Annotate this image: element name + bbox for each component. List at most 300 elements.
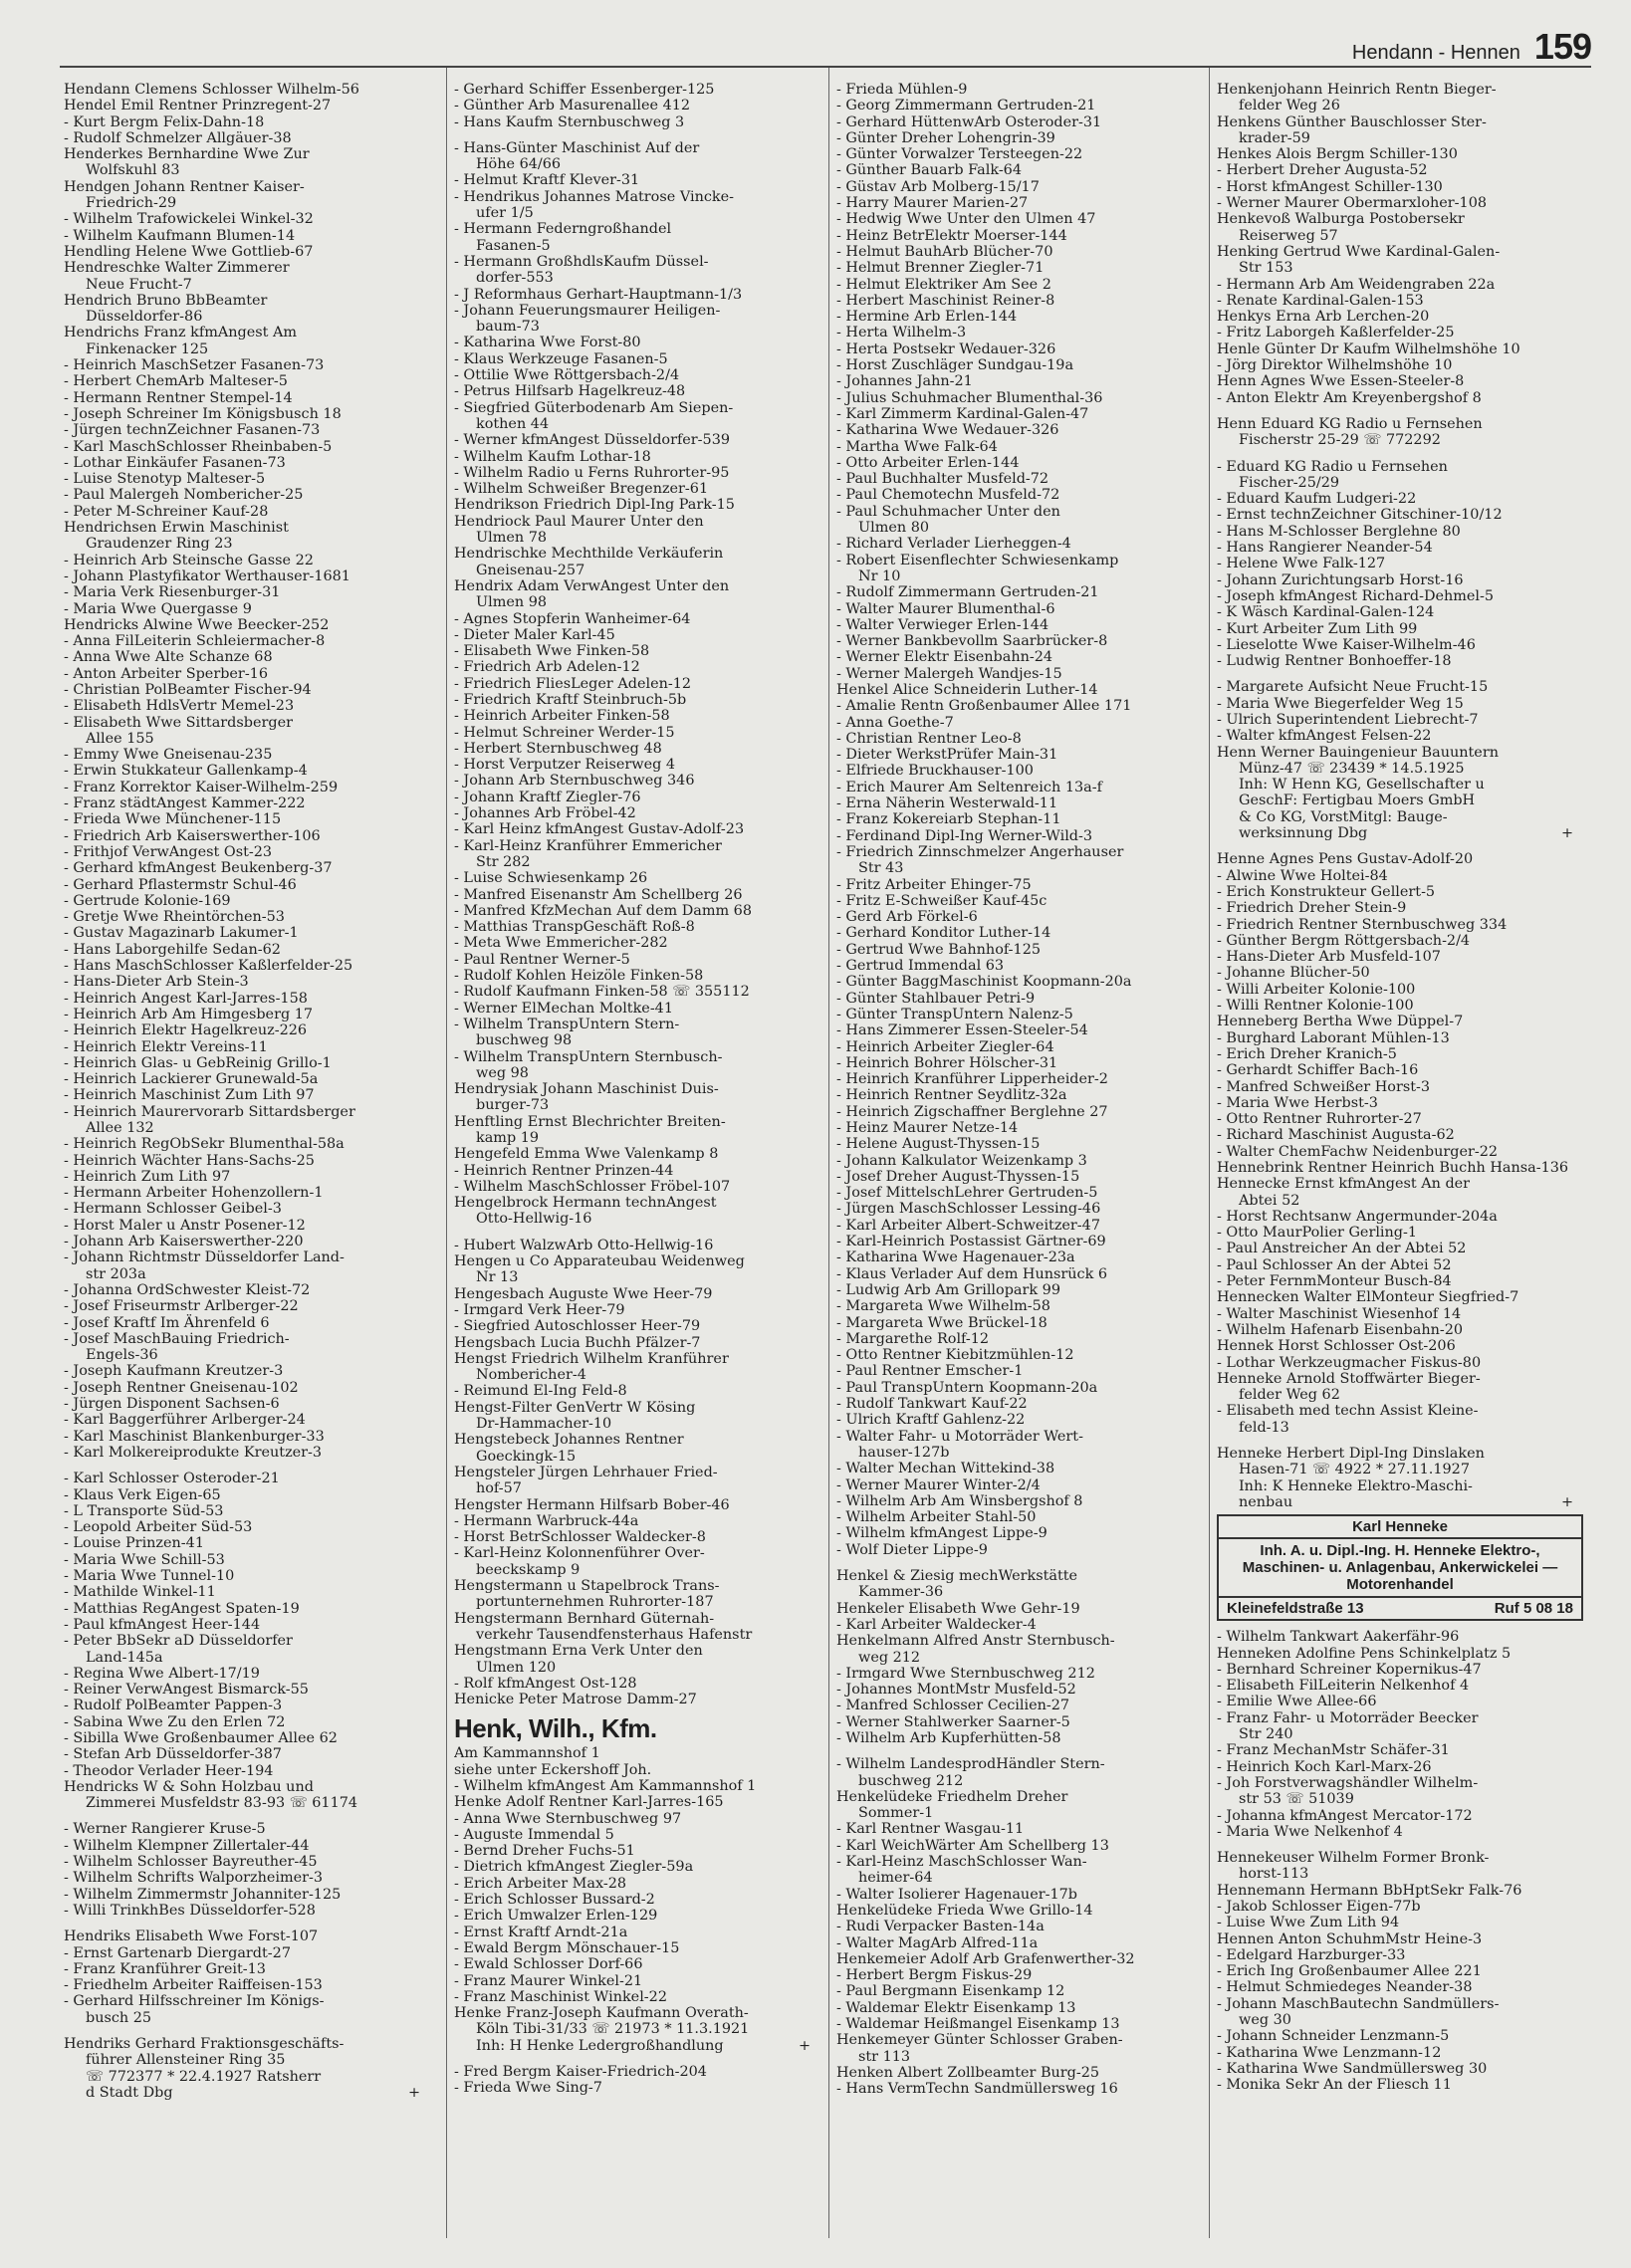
ad-footer — [1219, 1596, 1581, 1619]
entry-line: - Helmut Elektriker Am See 2 — [836, 276, 1051, 293]
entry-line: - Johannes MontMstr Musfeld-52 — [836, 1682, 1076, 1699]
directory-entry — [64, 98, 430, 113]
entry-line: - Hedwig Wwe Unter den Ulmen 47 — [836, 211, 1096, 228]
entry-line: - Josef Friseurmstr Arlberger-22 — [64, 1298, 299, 1315]
directory-entry — [454, 400, 820, 433]
entry-line: - Heinrich Maschinist Zum Lith 97 — [64, 1087, 315, 1104]
directory-entry — [1217, 1030, 1583, 1046]
entry-line: Henkemeier Adolf Arb Grafenwerther-32 — [836, 1950, 1135, 1967]
directory-entry — [836, 877, 1203, 893]
directory-entry — [836, 1854, 1203, 1887]
directory-entry — [454, 1179, 820, 1195]
directory-entry — [1217, 696, 1583, 712]
directory-entry — [1217, 1355, 1583, 1371]
entry-line: - Franz Maschinist Winkel-22 — [454, 1988, 667, 2005]
directory-entry — [836, 422, 1203, 438]
directory-entry — [1217, 900, 1583, 916]
entry-line: - Joseph kfmAngest Richard-Dehmel-5 — [1217, 587, 1495, 604]
spacer — [1217, 1840, 1583, 1850]
entry-line: - Theodor Verlader Heer-194 — [64, 1762, 274, 1779]
directory-entry — [836, 1331, 1203, 1347]
entry-line: Henke Adolf Rentner Karl-Jarres-165 — [454, 1794, 724, 1811]
directory-entry — [64, 1977, 430, 1993]
directory-entry — [454, 432, 820, 448]
entry-continuation-line: burger-73 — [476, 1097, 550, 1114]
entry-line: Henkel Alice Schneiderin Luther-14 — [836, 681, 1098, 698]
entry-line: - Werner ElMechan Moltke-41 — [454, 1000, 673, 1017]
entry-line: - Paul Rentner Werner-5 — [454, 951, 630, 968]
entry-continuation-line: Str 153 — [1239, 260, 1293, 277]
entry-line: - Richard Verlader Lierheggen-4 — [836, 536, 1071, 553]
entry-line: - Herbert Maschinist Reiner-8 — [836, 292, 1055, 309]
entry-line: Henkys Erna Arb Lerchen-20 — [1217, 309, 1430, 326]
entry-line: - Edelgard Harzburger-33 — [1217, 1946, 1406, 1963]
directory-entry — [64, 974, 430, 990]
entry-continuation-line: weg 98 — [476, 1064, 529, 1081]
directory-entry — [836, 130, 1203, 146]
directory-entry — [1217, 1963, 1583, 1979]
entry-line: - Wilhelm MaschSchlosser Fröbel-107 — [454, 1178, 731, 1195]
entry-line: - Emmy Wwe Gneisenau-235 — [64, 747, 273, 764]
entry-line: - Petrus Hilfsarb Hagelkreuz-48 — [454, 383, 686, 400]
directory-entry — [836, 1298, 1203, 1314]
directory-entry — [836, 1380, 1203, 1396]
entry-continuation-line: Abtei 52 — [1239, 1192, 1300, 1209]
entry-line: - Erwin Stukkateur Gallenkamp-4 — [64, 763, 308, 780]
entry-continuation-line: Engels-36 — [86, 1347, 158, 1364]
directory-entry — [836, 2081, 1203, 2097]
entry-line: - Wilhelm LandesprodHändler Stern- — [836, 1756, 1105, 1773]
entry-line: - Klaus Verk Eigen-65 — [64, 1486, 221, 1503]
directory-entry — [64, 1945, 430, 1961]
entry-line: - Johann Richtmstr Düsseldorfer Land- — [64, 1249, 345, 1266]
directory-entry — [454, 1146, 820, 1162]
entry-line: - Günther Bergm Röttgersbach-2/4 — [1217, 932, 1471, 949]
entry-line: - Heinrich MaschSetzer Fasanen-73 — [64, 357, 325, 374]
directory-entry — [836, 1071, 1203, 1087]
directory-entry — [454, 1811, 820, 1827]
directory-entry — [1217, 1883, 1583, 1899]
directory-entry — [454, 935, 820, 951]
directory-entry — [836, 747, 1203, 763]
entry-line: - Herbert Dreher Augusta-52 — [1217, 162, 1428, 179]
entry-line: Hengsbach Lucia Buchh Pfälzer-7 — [454, 1334, 701, 1351]
entry-continuation-line: kamp 19 — [476, 1130, 540, 1146]
directory-entry — [64, 1838, 430, 1854]
directory-entry — [836, 1509, 1203, 1525]
directory-entry — [454, 627, 820, 643]
entry-line: Henneke Arnold Stoffwärter Bieger- — [1217, 1370, 1481, 1387]
entry-line: - Walter Verwieger Erlen-144 — [836, 616, 1049, 633]
entry-line: - Kurt Arbeiter Zum Lith 99 — [1217, 620, 1418, 637]
directory-entry — [1217, 1322, 1583, 1338]
entry-line: Henkeler Elisabeth Wwe Gehr-19 — [836, 1600, 1080, 1617]
directory-entry — [1217, 390, 1583, 406]
entry-continuation-line: Düsseldorfer-86 — [86, 309, 203, 326]
directory-entry — [454, 98, 820, 113]
directory-entry — [836, 195, 1203, 211]
directory-entry — [836, 682, 1203, 698]
directory-entry — [64, 877, 430, 893]
directory-entry — [64, 1698, 430, 1713]
directory-entry — [1217, 2077, 1583, 2093]
entry-line: - Katharina Wwe Lenzmann-12 — [1217, 2044, 1442, 2061]
directory-entry — [64, 1429, 430, 1445]
entry-line: Hendriock Paul Maurer Unter den — [454, 513, 704, 530]
entry-line: - Wilhelm TranspUntern Sternbusch- — [454, 1048, 723, 1065]
directory-entry — [1217, 1979, 1583, 1995]
directory-entry — [1217, 507, 1583, 523]
entry-line: siehe unter Eckershoff Joh. — [454, 1761, 652, 1778]
entry-line: Hendling Helene Wwe Gottlieb-67 — [64, 243, 314, 260]
directory-entry — [836, 455, 1203, 471]
entry-continuation-line: Str 282 — [476, 853, 531, 870]
entry-line: - Peter M-Schreiner Kauf-28 — [64, 503, 269, 520]
entry-line: - Elisabeth Wwe Finken-58 — [454, 643, 650, 660]
entry-continuation-line: werksinnung Dbg + — [1217, 825, 1583, 841]
directory-entry — [836, 373, 1203, 389]
directory-entry — [1217, 82, 1583, 114]
directory-entry — [836, 1838, 1203, 1854]
directory-entry — [836, 1730, 1203, 1746]
entry-line: - Josef Kraftf Im Ährenfeld 6 — [64, 1314, 270, 1331]
entry-line: - Walter Fahr- u Motorräder Wert- — [836, 1428, 1083, 1445]
entry-continuation-line: GeschF: Fertigbau Moers GmbH — [1239, 793, 1476, 809]
directory-entry — [454, 659, 820, 675]
ad-body: Inh. A. u. Dipl.-Ing. H. Henneke Elektro-, Maschinen- u. Anlagenbau, Ankerwickelei — Motorenhandel — [1242, 1542, 1558, 1594]
entry-line: - Werner Rangierer Kruse-5 — [64, 1821, 266, 1838]
entry-line: - Martha Wwe Falk-64 — [836, 438, 998, 455]
directory-entry — [64, 568, 430, 584]
entry-continuation-line: str 113 — [858, 2048, 911, 2065]
entry-line: - Heinz BetrElektr Moerser-144 — [836, 227, 1067, 244]
entry-line: - Herbert Sternbuschweg 48 — [454, 740, 662, 757]
directory-entry — [64, 860, 430, 876]
entry-line: - Herbert ChemArb Malteser-5 — [64, 373, 288, 390]
entry-line: Hendrichsen Erwin Maschinist — [64, 520, 289, 537]
entry-line: - Hermann Schlosser Geibel-3 — [64, 1201, 282, 1218]
directory-entry — [454, 1351, 820, 1384]
entry-continuation-line: Friedrich-29 — [86, 195, 177, 212]
directory-entry — [836, 2065, 1203, 2081]
entry-line: - Ernst Gartenarb Diergardt-27 — [64, 1944, 291, 1961]
spacer — [836, 1746, 1203, 1756]
entry-line: - Jörg Direktor Wilhelmshöhe 10 — [1217, 357, 1453, 374]
entry-line: - Heinrich Wächter Hans-Sachs-25 — [64, 1152, 315, 1169]
entry-line: - Manfred Schlosser Cecilien-27 — [836, 1698, 1070, 1714]
entry-line: - Erich Maurer Am Seltenreich 13a-f — [836, 779, 1102, 795]
directory-entry — [836, 2016, 1203, 2032]
directory-entry — [64, 439, 430, 455]
entry-continuation-line: Kammer-36 — [858, 1584, 944, 1601]
entry-line: - K Wäsch Kardinal-Galen-124 — [1217, 604, 1435, 621]
entry-line: - Johann Zurichtungsarb Horst-16 — [1217, 571, 1464, 588]
entry-line: - Rudi Verpacker Basten-14a — [836, 1919, 1045, 1935]
entry-line: - Dietrich kfmAngest Ziegler-59a — [454, 1859, 694, 1876]
entry-line: - Karl Zimmerm Kardinal-Galen-47 — [836, 405, 1089, 422]
directory-entry — [454, 757, 820, 773]
entry-line: Henkelüdeke Friedhelm Dreher — [836, 1788, 1068, 1805]
directory-entry — [64, 1535, 430, 1551]
entry-line: Hengesbach Auguste Wwe Heer-79 — [454, 1285, 713, 1302]
entry-line: Hengstermann u Stapelbrock Trans- — [454, 1578, 720, 1595]
directory-entry — [836, 357, 1203, 373]
entry-line: - Friedrich Rentner Sternbuschweg 334 — [1217, 916, 1508, 933]
entry-line: - Walter Maschinist Wiesenhof 14 — [1217, 1305, 1462, 1322]
directory-entry — [454, 1859, 820, 1875]
directory-entry — [836, 471, 1203, 487]
entry-line: - Heinrich Zigschaffner Berglehne 27 — [836, 1103, 1108, 1120]
entry-line: Hendel Emil Rentner Prinzregent-27 — [64, 98, 332, 114]
directory-entry — [454, 1001, 820, 1017]
entry-continuation-line: beeckskamp 9 — [476, 1561, 581, 1578]
directory-entry — [836, 98, 1203, 113]
directory-entry — [64, 1617, 430, 1633]
entry-line: Hengstmann Erna Verk Unter den — [454, 1643, 703, 1660]
entry-continuation-line: Fischer-25/29 — [1239, 474, 1340, 491]
directory-entry — [1217, 572, 1583, 588]
directory-entry — [64, 471, 430, 487]
entry-line: - Agnes Stopferin Wanheimer-64 — [454, 610, 691, 627]
entry-line: - Johann MaschBautechn Sandmüllers- — [1217, 1995, 1500, 2012]
entry-line: - Irmgard Verk Heer-79 — [454, 1301, 625, 1318]
entry-line: - Hermann Warbruck-44a — [454, 1512, 639, 1529]
entry-line: - Rolf kfmAngest Ost-128 — [454, 1675, 637, 1692]
directory-entry — [454, 1940, 820, 1956]
entry-continuation-line: Gneisenau-257 — [476, 562, 585, 578]
directory-entry — [836, 1249, 1203, 1265]
entry-line: - Anton Elektr Am Kreyenbergshof 8 — [1217, 389, 1482, 406]
entry-line: - Jürgen technZeichner Fasanen-73 — [64, 422, 321, 439]
entry-line: - Hans-Dieter Arb Stein-3 — [64, 974, 249, 991]
entry-line: - Karl Heinz kfmAngest Gustav-Adolf-23 — [454, 821, 745, 838]
entry-line: Henken Albert Zollbeamter Burg-25 — [836, 2064, 1100, 2081]
directory-entry — [64, 601, 430, 617]
directory-entry — [64, 179, 430, 212]
directory-entry — [1217, 179, 1583, 195]
entry-line: - Horst BetrSchlosser Waldecker-8 — [454, 1529, 706, 1546]
directory-entry — [1217, 1127, 1583, 1143]
page-range-title: Hendann - Hennen — [1351, 42, 1520, 64]
directory-entry — [1217, 325, 1583, 340]
directory-entry — [64, 1363, 430, 1379]
entry-line: - Wilhelm Radio u Ferns Ruhrorter-95 — [454, 464, 730, 481]
entry-line: - Karl Schlosser Osteroder-21 — [64, 1471, 280, 1487]
entry-marker: + — [1560, 825, 1573, 842]
directory-entry — [64, 422, 430, 438]
directory-entry — [64, 504, 430, 520]
directory-entry — [454, 741, 820, 757]
entry-line: - Margareta Wwe Brückel-18 — [836, 1314, 1048, 1331]
directory-entry — [1217, 1775, 1583, 1808]
entry-line: - Richard Maschinist Augusta-62 — [1217, 1127, 1455, 1144]
directory-entry — [836, 601, 1203, 617]
directory-entry — [454, 303, 820, 336]
directory-entry — [1217, 1095, 1583, 1111]
entry-line: - Ludwig Rentner Bonhoeffer-18 — [1217, 653, 1452, 670]
directory-entry — [454, 1876, 820, 1892]
entry-line: - Johannes Arb Fröbel-42 — [454, 805, 636, 822]
directory-entry — [64, 584, 430, 600]
directory-entry — [1217, 1931, 1583, 1947]
directory-entry — [64, 844, 430, 860]
directory-entry — [1217, 1338, 1583, 1354]
directory-entry — [64, 991, 430, 1007]
entry-line: - Fritz Laborgeh Kaßlerfelder-25 — [1217, 325, 1455, 341]
directory-entry — [64, 1746, 430, 1762]
directory-entry — [64, 357, 430, 373]
entry-line: - Hubert WalzwArb Otto-Hellwig-16 — [454, 1237, 714, 1253]
entry-line: - Auguste Immendal 5 — [454, 1826, 614, 1843]
entry-line: Henke Franz-Joseph Kaufmann Overath- — [454, 2005, 749, 2022]
entry-line: - Stefan Arb Düsseldorfer-387 — [64, 1746, 282, 1763]
entry-continuation-line: felder Weg 62 — [1239, 1387, 1340, 1404]
entry-line: - Luise Stenotyp Malteser-5 — [64, 471, 266, 488]
directory-entry — [1217, 851, 1583, 867]
directory-entry — [64, 1552, 430, 1568]
entry-line: Hendann Clemens Schlosser Wilhelm-56 — [64, 82, 359, 98]
entry-line: - Helene Wwe Falk-127 — [1217, 556, 1386, 572]
directory-entry — [64, 1714, 430, 1730]
entry-continuation-line: Fasanen-5 — [476, 237, 551, 254]
directory-entry — [1217, 1209, 1583, 1225]
entry-line: - Sabina Wwe Zu den Erlen 72 — [64, 1713, 286, 1730]
entry-line: Hennebrink Rentner Heinrich Buchh Hansa-136 — [1217, 1160, 1569, 1176]
directory-entry — [454, 383, 820, 399]
entry-line: - Friedrich Kraftf Steinbruch-5b — [454, 691, 687, 708]
directory-entry — [836, 893, 1203, 909]
directory-entry — [64, 1928, 430, 1944]
entry-line: Henle Günter Dr Kaufm Wilhelmshöhe 10 — [1217, 340, 1520, 357]
directory-entry — [454, 1794, 820, 1810]
entry-line: Hennekeuser Wilhelm Former Bronk- — [1217, 1850, 1490, 1867]
directory-entry — [64, 553, 430, 568]
directory-entry — [836, 1714, 1203, 1730]
entry-line: - Gerhard Hilfsschreiner Im Königs- — [64, 1993, 325, 2010]
entry-continuation-line: Münz-47 ☏ 23439 * 14.5.1925 — [1239, 760, 1465, 777]
entry-marker: + — [798, 2037, 811, 2054]
entry-line: - Regina Wwe Albert-17/19 — [64, 1665, 260, 1682]
entry-line: Henneken Adolfine Pens Schinkelplatz 5 — [1217, 1645, 1512, 1662]
entry-line: - Waldemar Elektr Eisenkamp 13 — [836, 1999, 1076, 2016]
entry-line: - Sibilla Wwe Großenbaumer Allee 62 — [64, 1729, 338, 1746]
directory-entry — [836, 146, 1203, 162]
directory-entry — [1217, 195, 1583, 211]
entry-continuation-line: buschweg 98 — [476, 1032, 573, 1049]
entry-line: - Reimund El-Ing Feld-8 — [454, 1383, 627, 1400]
directory-entry — [836, 1007, 1203, 1022]
entry-line: - Josef MittelschLehrer Gertruden-5 — [836, 1185, 1098, 1202]
directory-entry — [836, 1039, 1203, 1055]
entry-line: - Hermann Arbeiter Hohenzollern-1 — [64, 1185, 324, 1202]
directory-entry — [1217, 1306, 1583, 1322]
directory-entry — [64, 1298, 430, 1314]
directory-entry — [836, 1022, 1203, 1038]
entry-line: - Hans-Dieter Arb Musfeld-107 — [1217, 949, 1441, 966]
entry-continuation-line: feld-13 — [1239, 1419, 1289, 1436]
entry-line: - Helene August-Thyssen-15 — [836, 1136, 1041, 1153]
entry-line: - Hermann Federngroßhandel — [454, 221, 672, 238]
directory-entry — [454, 1513, 820, 1529]
directory-entry — [64, 1331, 430, 1364]
directory-entry — [64, 1234, 430, 1249]
directory-entry — [836, 1698, 1203, 1713]
entry-line: - Hermine Arb Erlen-144 — [836, 309, 1018, 326]
spacer — [454, 1228, 820, 1238]
entry-line: - Klaus Werkzeuge Fasanen-5 — [454, 350, 668, 367]
directory-entry — [1217, 745, 1583, 842]
directory-entry — [1217, 1176, 1583, 1209]
entry-continuation-line: buschweg 212 — [858, 1772, 964, 1789]
entry-continuation-line: Inh: H Henke Ledergroßhandlung + — [454, 2038, 820, 2054]
entry-line: - Gerhard kfmAngest Beukenberg-37 — [64, 860, 333, 877]
entry-line: - Heinrich Kranführer Lipperheider-2 — [836, 1071, 1108, 1088]
directory-entry — [454, 367, 820, 383]
entry-line: - Willi TrinkhBes Düsseldorfer-528 — [64, 1902, 316, 1919]
entry-line: - Maria Wwe Quergasse 9 — [64, 600, 252, 617]
entry-line: - Matthias RegAngest Spaten-19 — [64, 1600, 300, 1617]
directory-entry — [836, 1983, 1203, 1999]
entry-continuation-line: Hasen-71 ☏ 4922 * 27.11.1927 — [1239, 1462, 1470, 1478]
directory-entry — [64, 1039, 430, 1055]
directory-entry — [64, 455, 430, 471]
directory-entry — [64, 682, 430, 698]
directory-entry — [64, 1961, 430, 1977]
entry-line: - Günter Dreher Lohengrin-39 — [836, 129, 1055, 146]
entry-line: - Rudolf Zimmermann Gertruden-21 — [836, 584, 1099, 601]
entry-line: - Karl-Heinz Kranführer Emmericher — [454, 837, 722, 854]
entry-line: Hennemann Hermann BbHptSekr Falk-76 — [1217, 1882, 1522, 1899]
entry-line: Hendrich Bruno BbBeamter — [64, 292, 268, 309]
directory-entry — [836, 82, 1203, 98]
entry-line: - Wilhelm TranspUntern Stern- — [454, 1016, 680, 1032]
directory-entry — [64, 1055, 430, 1071]
directory-entry — [1217, 1111, 1583, 1127]
directory-entry — [64, 1136, 430, 1152]
ad-address: Kleinefeldstraße 13 — [1227, 1600, 1364, 1618]
directory-entry — [64, 958, 430, 974]
directory-entry — [454, 838, 820, 871]
directory-entry — [836, 228, 1203, 244]
entry-line: - Kurt Bergm Felix-Dahn-18 — [64, 113, 265, 130]
entry-line: - Otto Rentner Ruhrorter-27 — [1217, 1111, 1422, 1128]
directory-entry — [454, 1745, 820, 1761]
entry-line: - Wilhelm Kaufmann Blumen-14 — [64, 227, 296, 244]
directory-entry — [454, 514, 820, 547]
entry-continuation-line: d Stadt Dbg + — [64, 2085, 430, 2101]
entry-line: Hendgen Johann Rentner Kaiser- — [64, 178, 305, 195]
directory-entry — [64, 1666, 430, 1682]
directory-entry — [836, 1315, 1203, 1331]
directory-entry — [64, 795, 430, 811]
entry-line: - Horst Maler u Anstr Posener-12 — [64, 1217, 306, 1234]
entry-line: - Johanna kfmAngest Mercator-172 — [1217, 1807, 1473, 1824]
entry-line: - Franz MechanMstr Schäfer-31 — [1217, 1742, 1450, 1759]
entry-line: - Erich Ing Großenbaumer Allee 221 — [1217, 1963, 1482, 1980]
entry-line: Henkelmann Alfred Anstr Sternbusch- — [836, 1633, 1115, 1650]
directory-entry — [836, 1218, 1203, 1234]
directory-entry — [454, 82, 820, 98]
entry-line: - Rudolf Tankwart Kauf-22 — [836, 1396, 1028, 1413]
entry-line: - Franz Kokereiarb Stephan-11 — [836, 811, 1061, 828]
directory-entry — [454, 1956, 820, 1972]
entry-line: - Mathilde Winkel-11 — [64, 1584, 216, 1601]
directory-entry — [1217, 1289, 1583, 1305]
entry-line: - Wilhelm Hafenarb Eisenbahn-20 — [1217, 1321, 1464, 1338]
directory-entry — [454, 1611, 820, 1644]
entry-line: - Hans M-Schlosser Berglehne 80 — [1217, 523, 1461, 540]
entry-line: - Paul Buchhalter Musfeld-72 — [836, 471, 1049, 488]
